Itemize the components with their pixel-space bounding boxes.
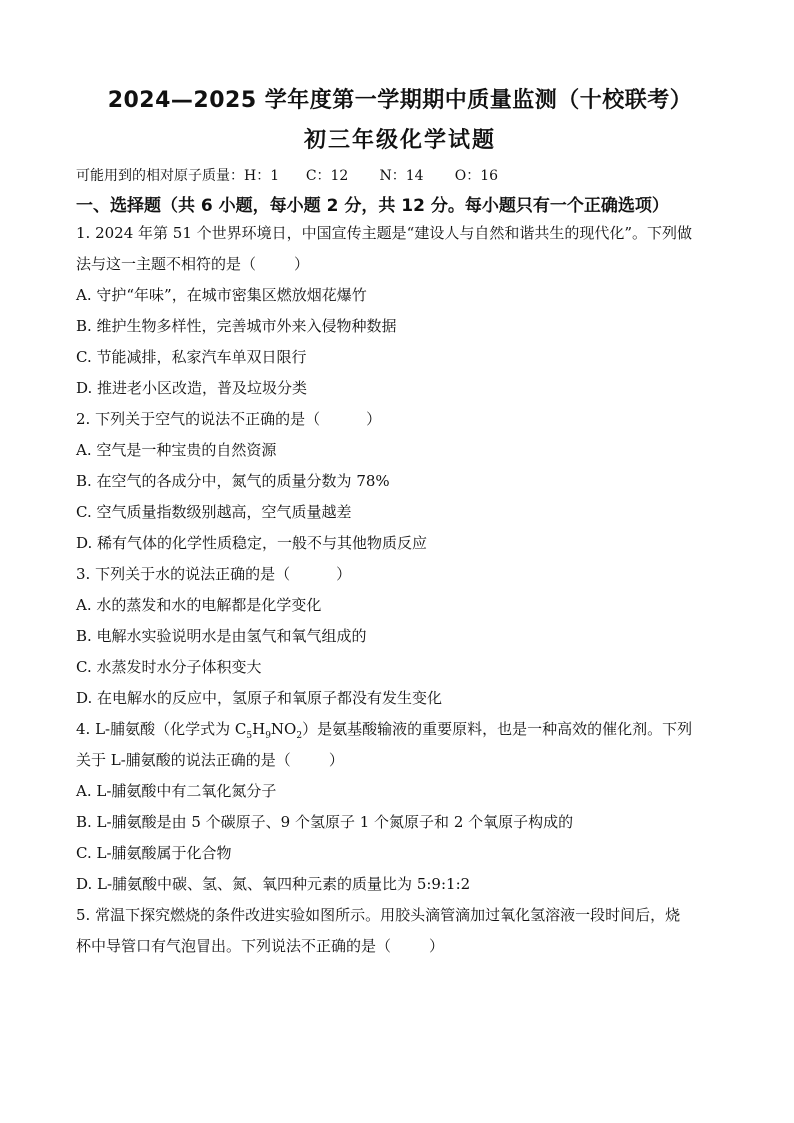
paren-close: ） [328,751,344,769]
question-4-option-a: A. L-脯氨酸中有二氧化氮分子 [76,782,277,800]
question-3-option-b: B. 电解水实验说明水是由氢气和氧气组成的 [76,627,367,645]
question-5 [76,900,724,962]
question-4-stem-line2 [76,745,724,776]
question-4-option-d: D. L-脯氨酸中碳、氢、氮、氧四种元素的质量比为 5:9:1:2 [76,875,471,893]
question-2-option-b: B. 在空气的各成分中，氮气的质量分数为 78% [76,472,390,490]
paren-close: ） [294,255,310,273]
stem-text: 4. L-脯氨酸（化学式为 C [76,720,247,738]
subscript: 9 [265,731,271,741]
question-1-option-d: D. 推进老小区改造，普及垃圾分类 [76,379,308,397]
question-5-stem-line1: 5. 常温下探究燃烧的条件改进实验如图所示。用胶头滴管滴加过氧化氢溶液一段时间后，烧 [76,906,681,924]
question-5-stem-text: 杯中导管口有气泡冒出。下列说法不正确的是（ [76,937,392,955]
question-2-stem-text: 2. 下列关于空气的说法不正确的是（ [76,410,321,428]
subscript: 5 [246,731,253,741]
question-3-option-d: D. 在电解水的反应中，氢原子和氧原子都没有发生变化 [76,689,443,707]
section-heading-multiple-choice: 一、选择题（共 6 小题，每小题 2 分，共 12 分。每小题只有一个正确选项） [76,196,669,216]
question-3-option-c: C. 水蒸发时水分子体积变大 [76,658,262,676]
question-3-stem-text: 3. 下列关于水的说法正确的是（ [76,565,291,583]
question-2-option-d: D. 稀有气体的化学性质稳定，一般不与其他物质反应 [76,534,428,552]
question-5-stem-line2 [76,931,724,962]
paren-close: ） [429,937,445,955]
question-1-stem-line2 [76,249,724,280]
question-4-stem-text: 关于 L-脯氨酸的说法正确的是（ [76,751,291,769]
atomic-masses-note: 可能用到的相对原子质量：H：1 C：12 N：14 O：16 [76,168,499,184]
stem-text: NO [270,720,297,738]
question-4-stem-line1 [76,714,724,745]
question-4-option-c: C. L-脯氨酸属于化合物 [76,844,232,862]
question-2 [76,404,724,559]
question-2-option-a: A. 空气是一种宝贵的自然资源 [76,441,277,459]
question-2-stem [76,404,724,435]
paren-close: ） [336,565,352,583]
question-1-option-c: C. 节能减排，私家汽车单双日限行 [76,348,307,366]
question-2-option-c: C. 空气质量指数级别越高，空气质量越差 [76,503,352,521]
paren-close: ） [366,410,382,428]
question-3-option-a: A. 水的蒸发和水的电解都是化学变化 [76,596,322,614]
question-3-stem [76,559,724,590]
question-4-option-b: B. L-脯氨酸是由 5 个碳原子、9 个氢原子 1 个氮原子和 2 个氧原子构成的 [76,813,574,831]
question-1 [76,218,724,404]
stem-text: H [252,720,266,738]
question-4 [76,714,724,900]
exam-title: 2024—2025 学年度第一学期期中质量监测（十校联考） [107,88,693,113]
question-3 [76,559,724,714]
question-1-stem-line1: 1. 2024 年第 51 个世界环境日，中国宣传主题是“建设人与自然和谐共生的现代化”。下列做 [76,224,692,242]
exam-subtitle: 初三年级化学试题 [303,128,496,153]
question-1-option-a: A. 守护“年味”，在城市密集区燃放烟花爆竹 [76,286,367,304]
subscript: 2 [296,731,303,741]
question-1-option-b: B. 维护生物多样性，完善城市外来入侵物种数据 [76,317,397,335]
stem-text: ）是氨基酸输液的重要原料，也是一种高效的催化剂。下列 [302,720,693,738]
question-1-stem-text: 法与这一主题不相符的是（ [76,255,257,273]
